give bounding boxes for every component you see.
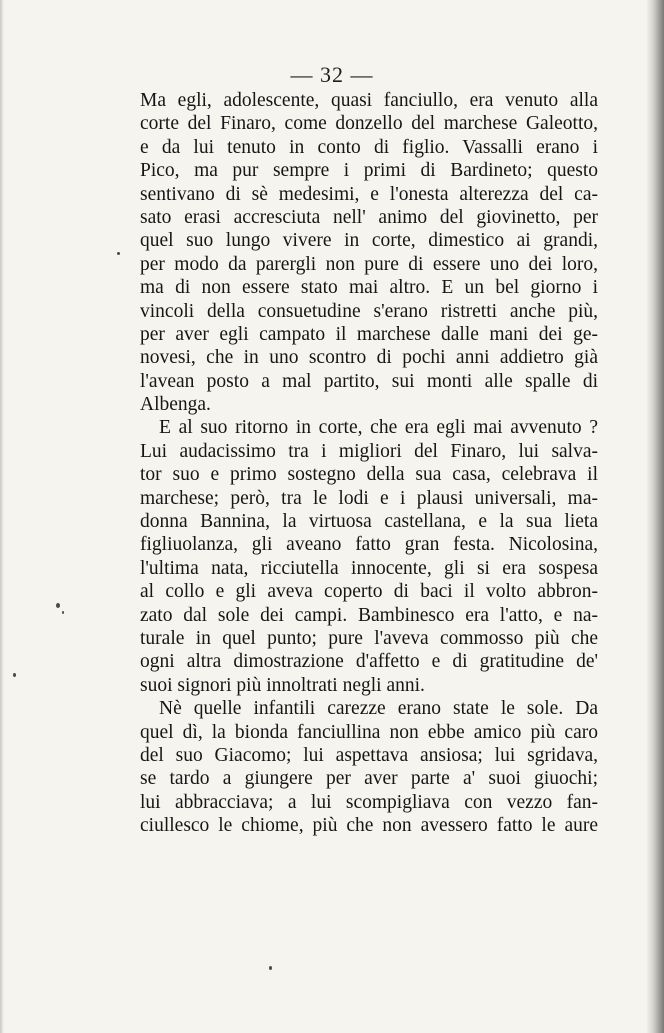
- text-line: Pico, ma pur sempre i primi di Bardineto; questo: [140, 160, 598, 182]
- dust-speck: [117, 252, 120, 255]
- dust-speck: [13, 673, 16, 677]
- text-line: ciullesco le chiome, più che non avessero fatto le aure: [140, 815, 598, 837]
- text-line: vincoli della consuetudine s'erano ristretti anche più,: [140, 300, 598, 322]
- text-line: ogni altra dimostrazione d'affetto e di gratitudine de': [140, 651, 598, 673]
- page-left-edge-shadow: [0, 0, 4, 1033]
- text-line: Lui audacissimo tra i migliori del Finaro, lui salva-: [140, 440, 598, 462]
- page-number: — 32 —: [290, 62, 374, 87]
- text-line: per modo da parergli non pure di essere uno dei loro,: [140, 253, 598, 275]
- text-line: figliuolanza, gli aveano fatto gran festa. Nicolosina,: [140, 534, 598, 556]
- dust-speck: [56, 603, 60, 608]
- text-line: marchese; però, tra le lodi e i plausi universali, ma-: [140, 487, 598, 509]
- text-line: tor suo e primo sostegno della sua casa, celebrava il: [140, 464, 598, 486]
- text-line: E al suo ritorno in corte, che era egli mai avvenuto ?: [159, 417, 598, 439]
- text-line: suoi signori più innoltrati negli anni.: [140, 674, 425, 696]
- text-line: al collo e gli aveva coperto di baci il volto abbron-: [140, 581, 598, 603]
- text-line: Ma egli, adolescente, quasi fanciullo, era venuto alla: [140, 90, 598, 111]
- text-line: e da lui tenuto in conto di figlio. Vassalli erano i: [140, 136, 598, 158]
- text-line: novesi, che in uno scontro di pochi anni addietro già: [140, 347, 598, 369]
- text-line: quel suo lungo vivere in corte, dimestico ai grandi,: [140, 230, 598, 252]
- page-gutter-shadow: [646, 0, 664, 1033]
- text-line: zato dal sole dei campi. Bambinesco era l'atto, e na-: [140, 604, 598, 626]
- text-line: corte del Finaro, come donzello del marchese Galeotto,: [140, 113, 598, 135]
- dust-speck: [62, 611, 64, 614]
- text-line: sato erasi accresciuta nell' animo del giovinetto, per: [140, 206, 598, 228]
- text-line: per aver egli campato il marchese dalle mani dei ge-: [140, 323, 598, 345]
- text-line: sentivano di sè medesimi, e l'onesta alterezza del ca-: [140, 183, 598, 205]
- text-line: l'avean posto a mal partito, sui monti alle spalle di: [140, 370, 598, 392]
- text-line: l'ultima nata, ricciutella innocente, gli si era sospesa: [140, 557, 598, 579]
- body-text: [140, 89, 598, 838]
- text-line: Nè quelle infantili carezze erano state le sole. Da: [159, 698, 598, 720]
- text-line: donna Bannina, la virtuosa castellana, e la sua lieta: [140, 511, 598, 533]
- text-line: Albenga.: [140, 394, 211, 416]
- text-line: ma di non essere stato mai altro. E un bel giorno i: [140, 277, 598, 299]
- text-line: quel dì, la bionda fanciullina non ebbe amico più caro: [140, 721, 598, 743]
- text-line: del suo Giacomo; lui aspettava ansiosa; lui sgridava,: [140, 744, 598, 766]
- text-line: lui abbracciava; a lui scompigliava con vezzo fan-: [140, 791, 598, 813]
- text-line: se tardo a giungere per aver parte a' suoi giuochi;: [140, 768, 598, 790]
- dust-speck: [269, 966, 272, 970]
- text-line: turale in quel punto; pure l'aveva commosso più che: [140, 627, 598, 649]
